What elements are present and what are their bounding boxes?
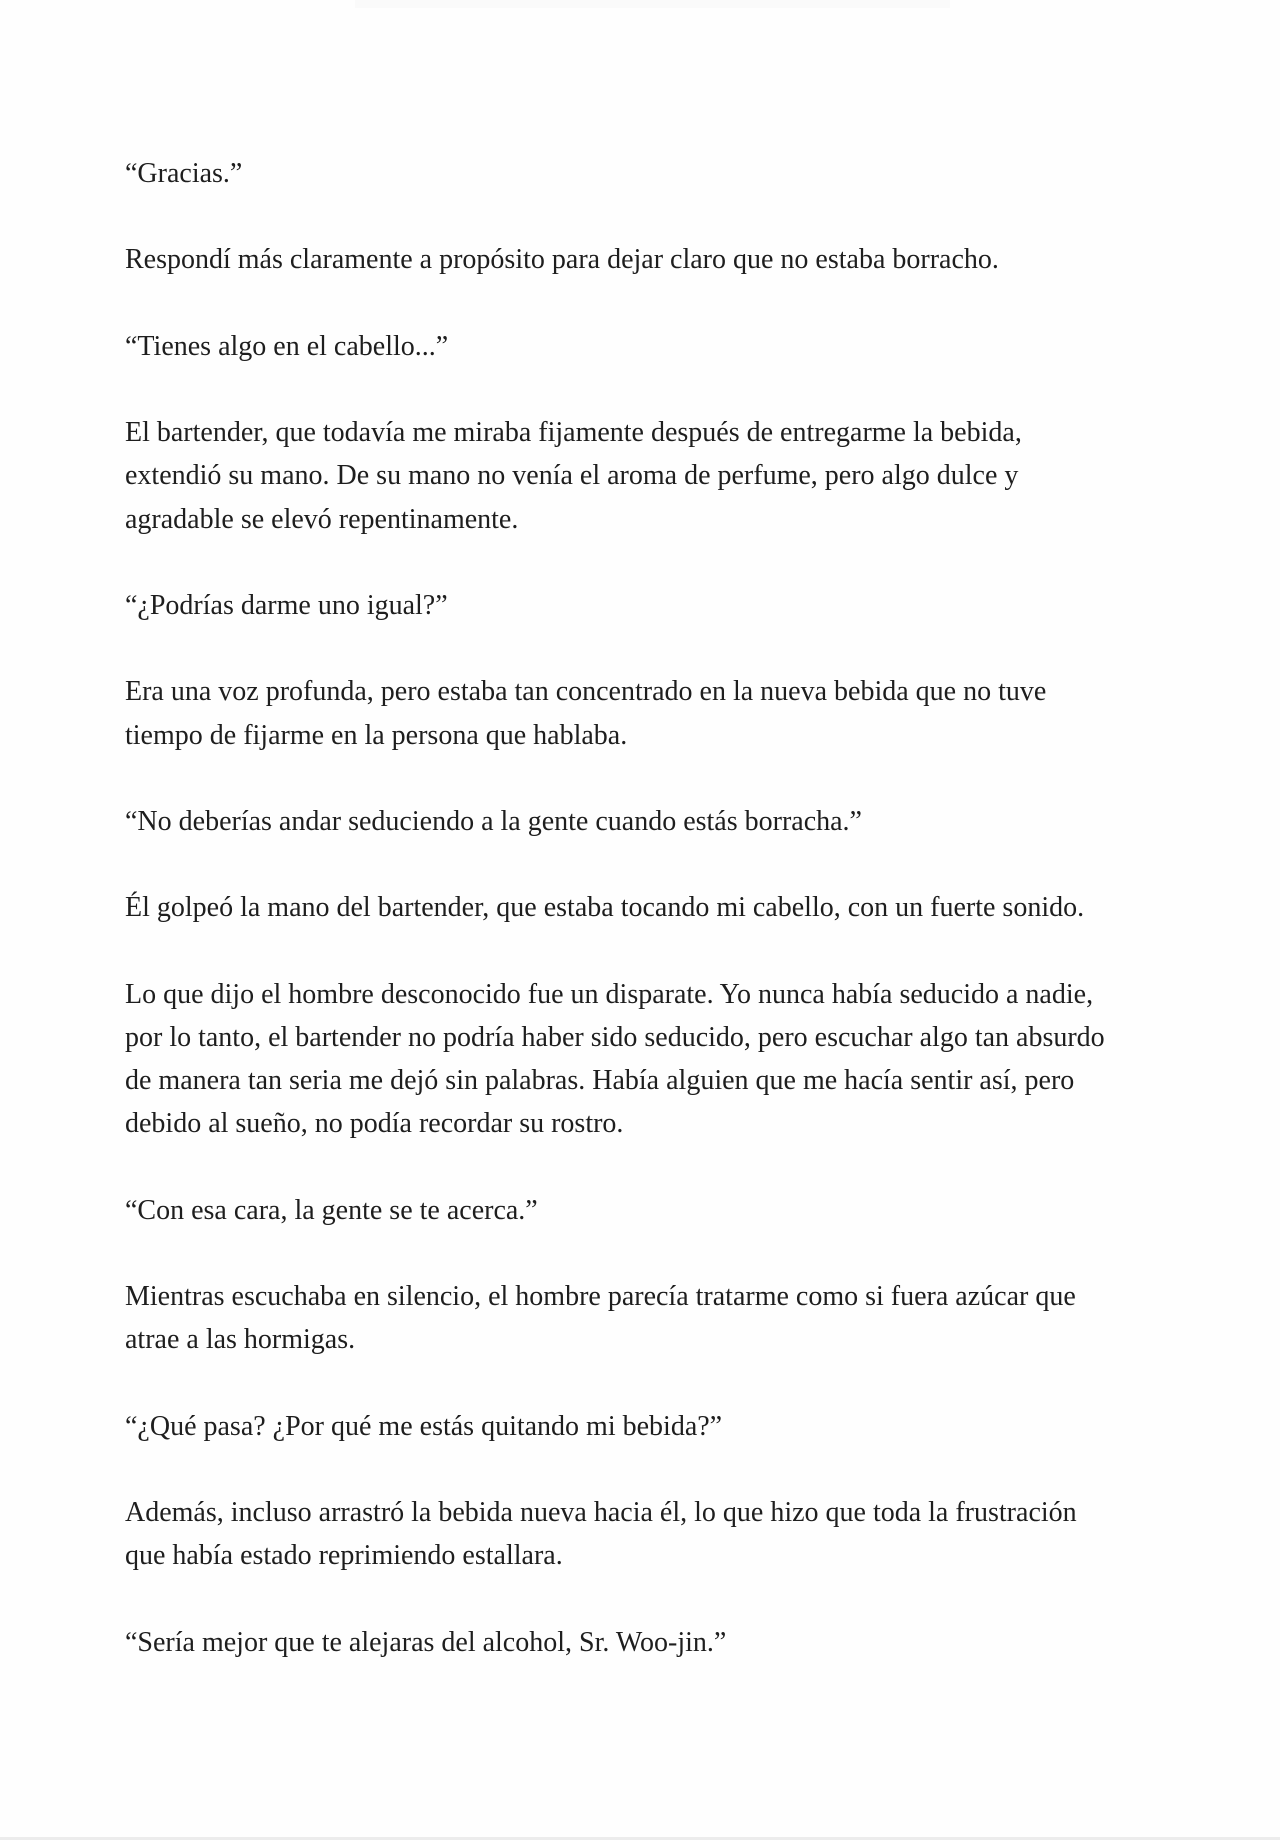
text-line: tiempo de fijarme en la persona que hablaba. xyxy=(125,719,628,751)
text-line: Mientras escuchaba en silencio, el hombre parecía tratarme como si fuera azúcar que xyxy=(125,1281,1076,1313)
text-line: Él golpeó la mano del bartender, que estaba tocando mi cabello, con un fuerte sonido. xyxy=(125,892,1085,924)
text-line: Lo que dijo el hombre desconocido fue un disparate. Yo nunca había seducido a nadie, xyxy=(125,978,1094,1010)
text-line: Además, incluso arrastró la bebida nueva hacia él, lo que hizo que toda la frustración xyxy=(125,1497,1077,1529)
paragraph-dialogue xyxy=(125,325,1185,368)
text-line: agradable se elevó repentinamente. xyxy=(125,503,519,535)
paragraph-dialogue xyxy=(125,152,1185,195)
text-line: que había estado reprimiendo estallara. xyxy=(125,1540,563,1572)
text-line: “Tienes algo en el cabello...” xyxy=(125,330,449,362)
paragraph-narration xyxy=(125,973,1185,1146)
text-line: Respondí más claramente a propósito para dejar claro que no estaba borracho. xyxy=(125,244,999,276)
text-line: “Sería mejor que te alejaras del alcohol, Sr. Woo-jin.” xyxy=(125,1626,727,1658)
paragraph-dialogue xyxy=(125,584,1185,627)
paragraph-narration xyxy=(125,670,1185,756)
paragraph-dialogue xyxy=(125,1189,1185,1232)
paragraph-narration xyxy=(125,886,1185,929)
document-page xyxy=(125,152,1185,1664)
paragraph-narration xyxy=(125,411,1185,541)
text-line: El bartender, que todavía me miraba fijamente después de entregarme la bebida, xyxy=(125,417,1022,449)
text-line: “No deberías andar seduciendo a la gente cuando estás borracha.” xyxy=(125,805,862,837)
text-line: “Gracias.” xyxy=(125,158,243,189)
paragraph-narration xyxy=(125,238,1185,281)
top-edge-bar xyxy=(355,0,950,8)
text-line: “¿Podrías darme uno igual?” xyxy=(125,589,448,621)
text-line: Era una voz profunda, pero estaba tan concentrado en la nueva bebida que no tuve xyxy=(125,676,1047,708)
paragraph-dialogue xyxy=(125,800,1185,843)
paragraph-narration xyxy=(125,1491,1185,1577)
text-line: “¿Qué pasa? ¿Por qué me estás quitando mi bebida?” xyxy=(125,1410,723,1442)
text-line: debido al sueño, no podía recordar su rostro. xyxy=(125,1108,624,1140)
text-line: atrae a las hormigas. xyxy=(125,1324,356,1356)
paragraph-dialogue xyxy=(125,1621,1185,1664)
text-line: “Con esa cara, la gente se te acerca.” xyxy=(125,1194,538,1226)
paragraph-dialogue xyxy=(125,1405,1185,1448)
text-line: extendió su mano. De su mano no venía el aroma de perfume, pero algo dulce y xyxy=(125,460,1019,492)
paragraph-narration xyxy=(125,1275,1185,1361)
text-line: por lo tanto, el bartender no podría haber sido seducido, pero escuchar algo tan absurdo xyxy=(125,1021,1105,1053)
text-line: de manera tan seria me dejó sin palabras. Había alguien que me hacía sentir así, pero xyxy=(125,1065,1075,1097)
